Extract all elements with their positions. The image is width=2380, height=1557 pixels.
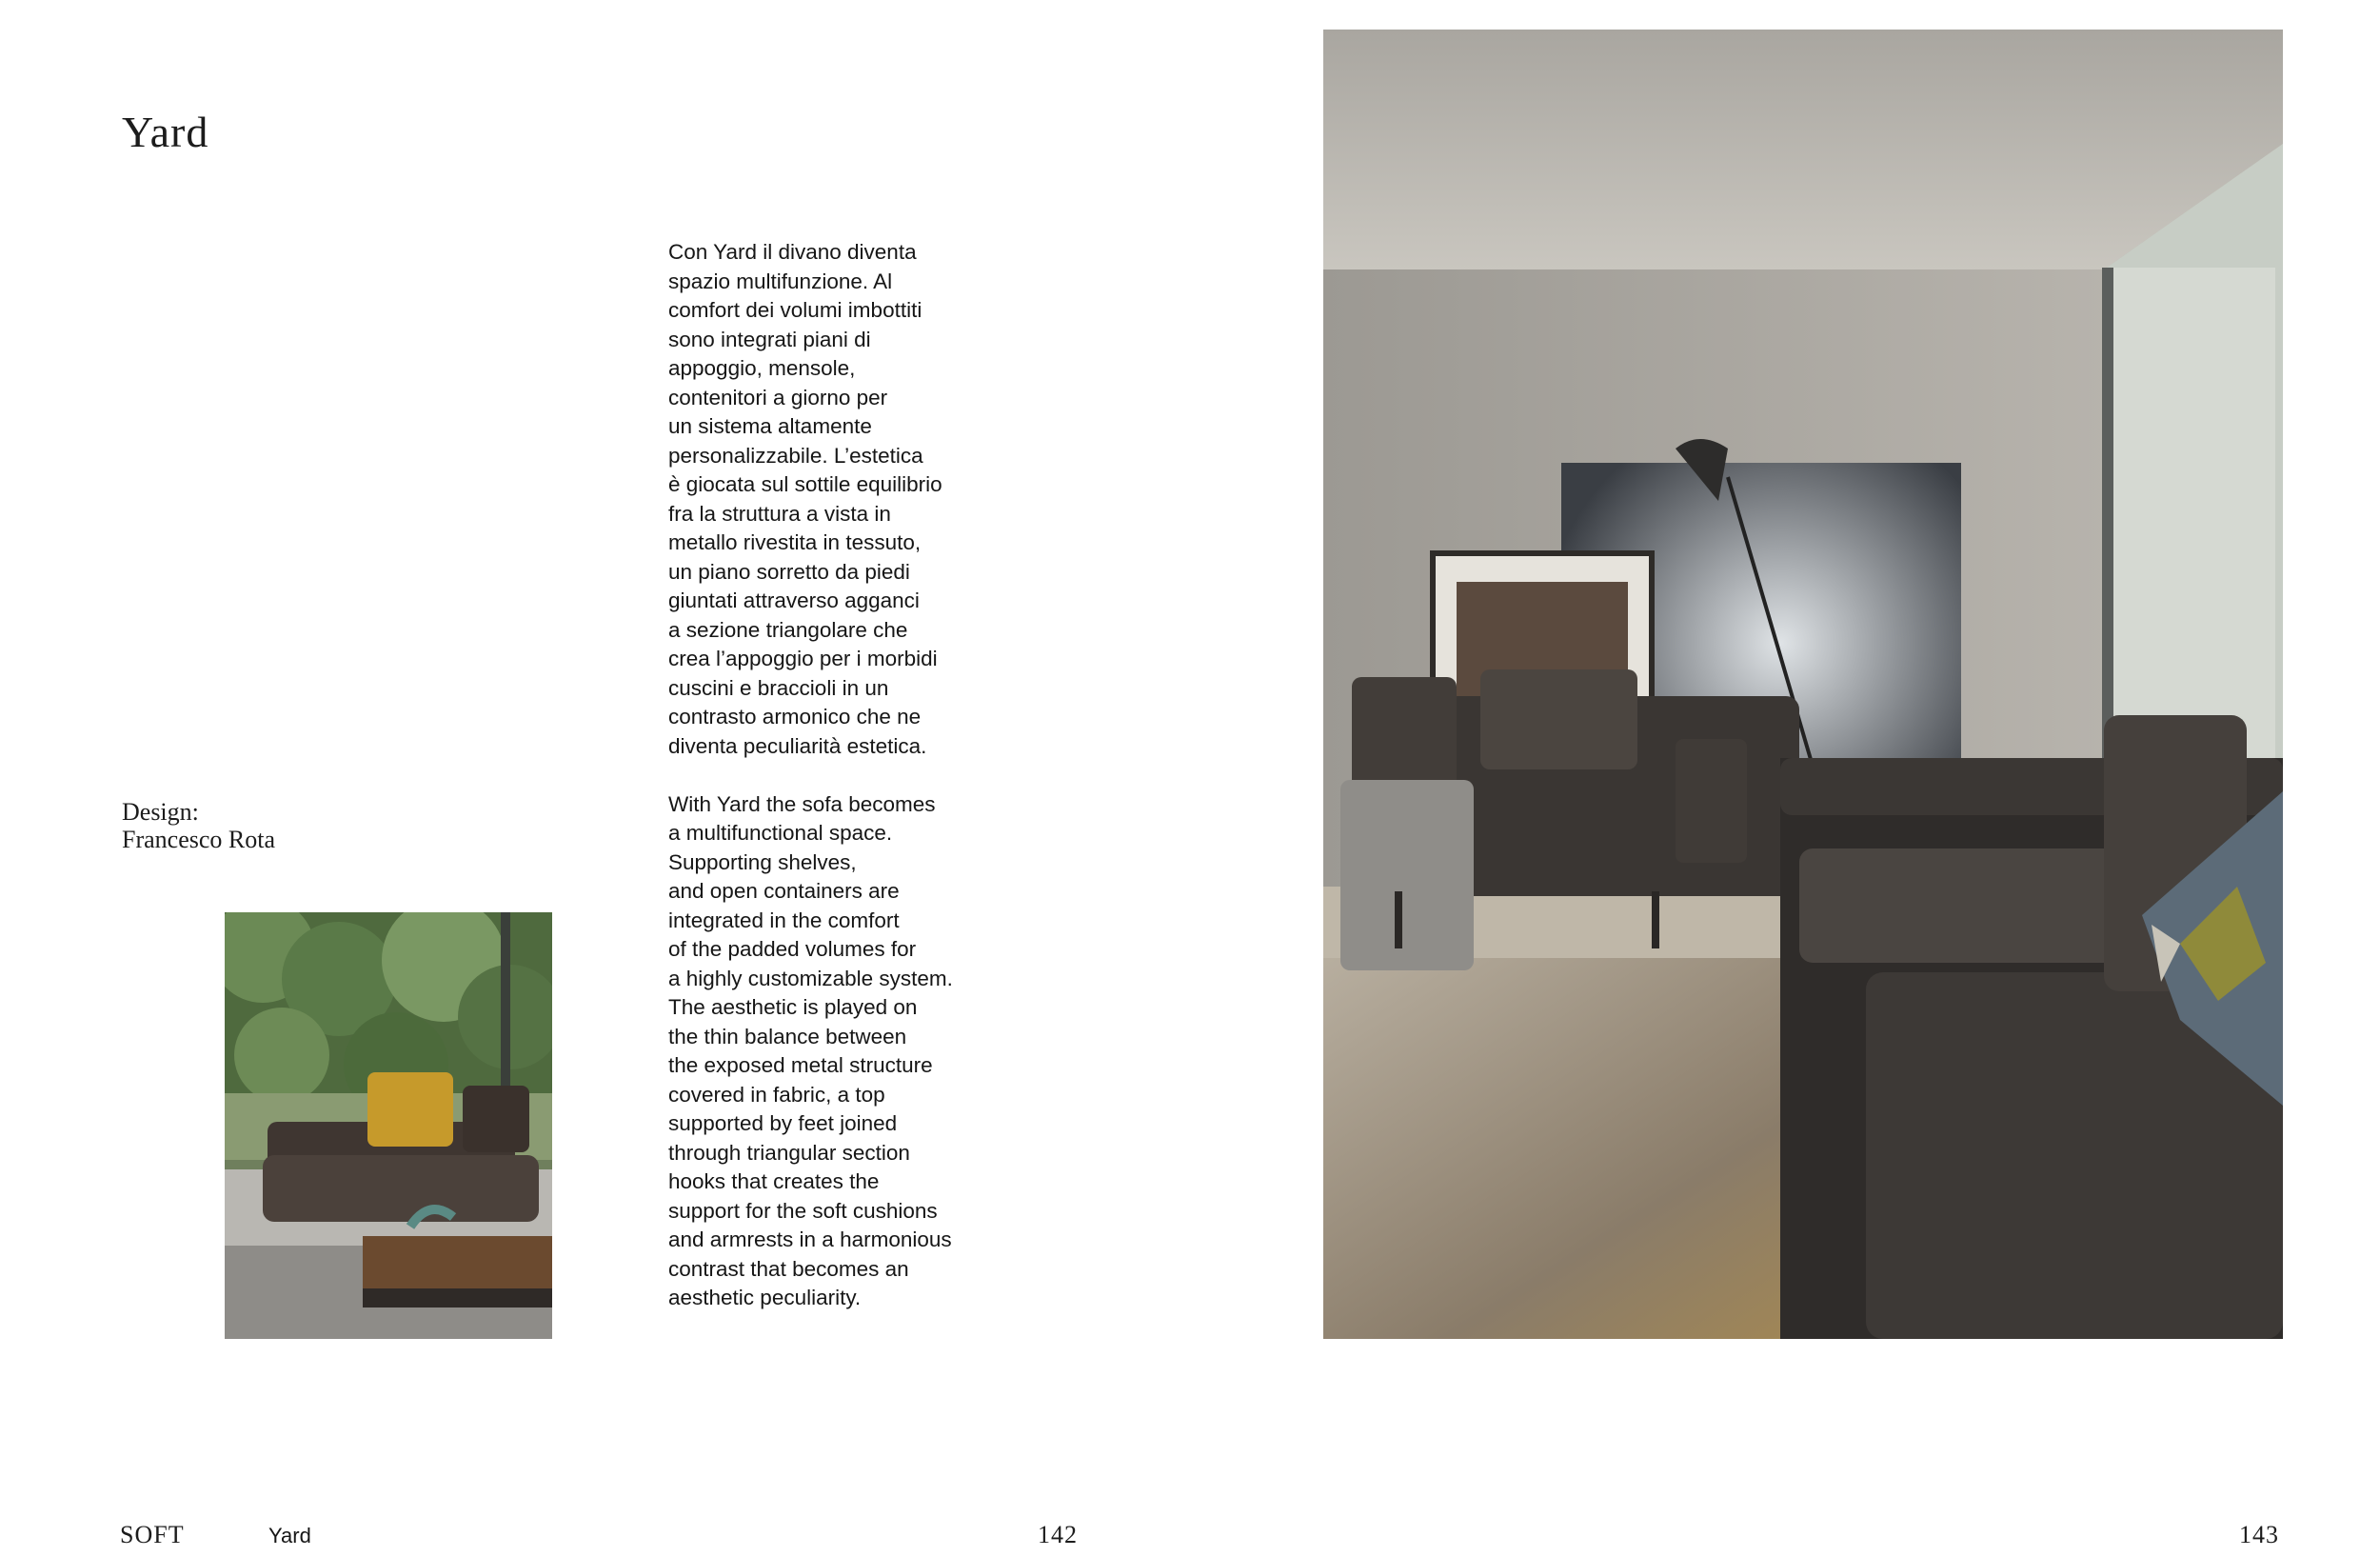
sofa-garden-photo: [225, 912, 552, 1339]
design-credit: [122, 798, 275, 853]
design-label: Design:: [122, 798, 199, 826]
description-italian: Con Yard il divano diventa spazio multifunzione. Al comfort dei volumi imbottiti sono integrati piani di appoggio, mensole, contenitori a giorno per un sistema altamente personalizzabile. L’estetica è giocata sul sottile equilibrio fra la struttura a vista in metallo rivestita in tessuto, un piano sorretto da piedi giuntati attraverso agganci a sezione triangolare che crea l’appoggio per i morbidi cuscini e braccioli in un contrasto armonico che ne diventa peculiarità estetica.: [668, 240, 942, 758]
footer-chapter: Yard: [268, 1524, 311, 1547]
footer-section: SOFT: [120, 1521, 185, 1548]
living-room-photo: [1323, 30, 2283, 1339]
product-title: Yard: [122, 108, 209, 156]
page-number-right: 143: [2239, 1521, 2279, 1548]
page-number-left: 142: [1038, 1521, 1078, 1548]
description-text: [668, 238, 992, 1313]
designer-name: Francesco Rota: [122, 826, 276, 853]
description-english: With Yard the sofa becomes a multifunctional space. Supporting shelves, and open containers are integrated in the comfort of the padded volumes for a highly customizable system. The aesthetic is played on the thin balance between the exposed metal structure covered in fabric, a top supported by feet joined through triangular section hooks that creates the support for the soft cushions and armrests in a harmonious contrast that becomes an aesthetic peculiarity.: [668, 791, 953, 1309]
